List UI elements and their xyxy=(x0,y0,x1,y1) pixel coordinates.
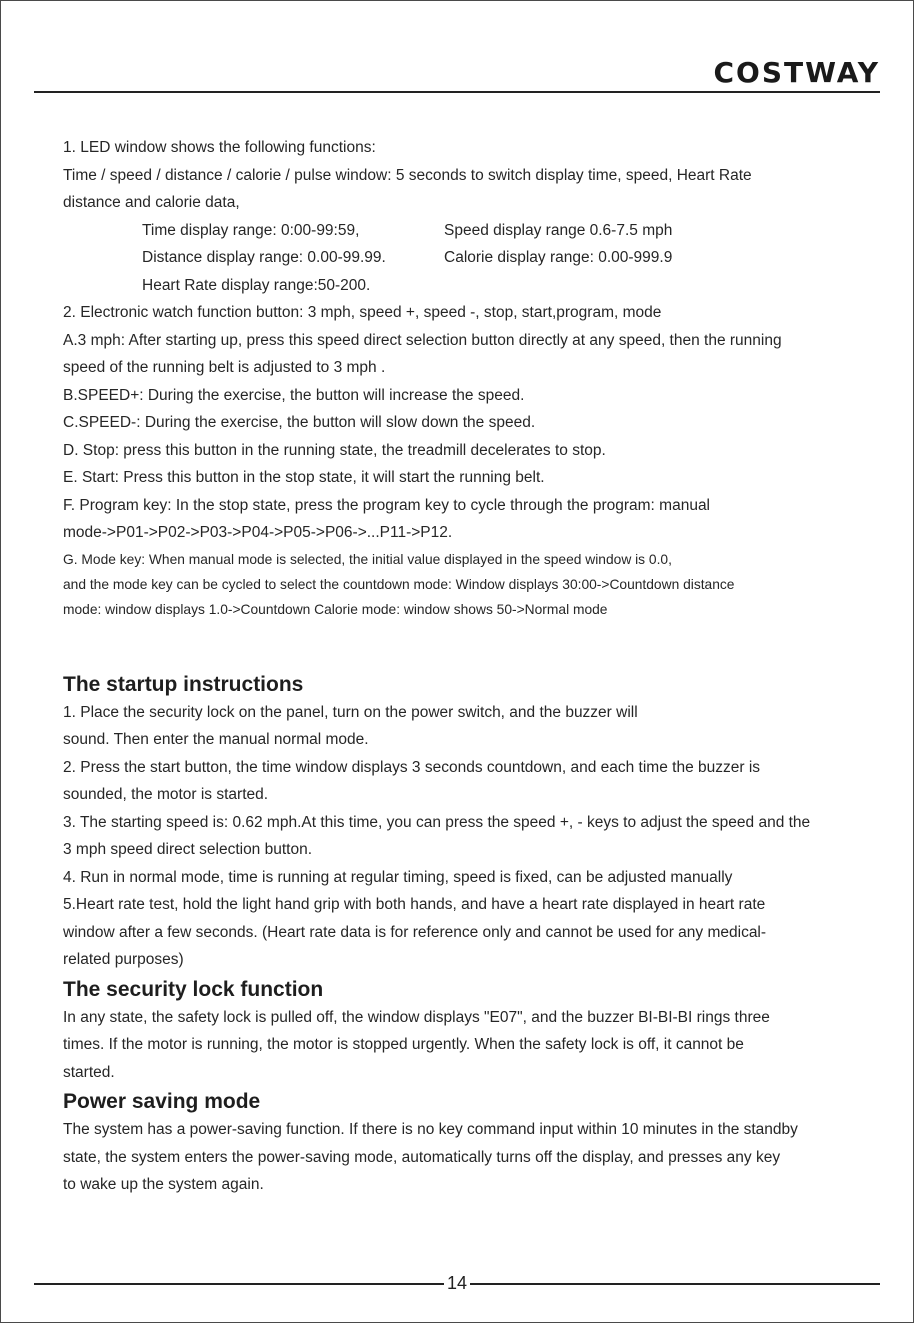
header-divider xyxy=(34,91,880,93)
paragraph-line: C.SPEED-: During the exercise, the button will slow down the speed. xyxy=(63,414,536,431)
paragraph-line: speed of the running belt is adjusted to 3 mph . xyxy=(63,359,386,376)
led-functions-section xyxy=(63,134,878,622)
page-footer xyxy=(34,1273,880,1294)
page-number: 14 xyxy=(446,1273,468,1293)
power-saving-heading: Power saving mode xyxy=(63,1090,261,1113)
paragraph-line: 4. Run in normal mode, time is running at regular timing, speed is fixed, can be adjusted manually xyxy=(63,868,733,886)
paragraph-line: started. xyxy=(63,1063,115,1081)
display-range-row xyxy=(63,217,878,245)
paragraph-line: mode->P01->P02->P03->P04->P05->P06->...P11->P12. xyxy=(63,524,453,541)
paragraph-line: In any state, the safety lock is pulled off, the window displays "E07", and the buzzer BI-BI-BI rings three xyxy=(63,1008,770,1026)
paragraph-line: 3 mph speed direct selection button. xyxy=(63,841,313,858)
paragraph-line: distance and calorie data, xyxy=(63,194,240,211)
paragraph-line: F. Program key: In the stop state, press the program key to cycle through the program: manual xyxy=(63,496,711,514)
paragraph-line: and the mode key can be cycled to select the countdown mode: Window displays 30:00->Countdown distance xyxy=(63,576,735,592)
footer-rule-left xyxy=(34,1283,444,1285)
startup-section xyxy=(63,670,878,974)
paragraph-line: state, the system enters the power-saving mode, automatically turns off the display, and presses any key xyxy=(63,1148,781,1166)
paragraph-line: sound. Then enter the manual normal mode. xyxy=(63,731,369,748)
paragraph-line: 1. LED window shows the following functions: xyxy=(63,139,376,156)
calorie-range: Calorie display range: 0.00-999.9 xyxy=(444,249,673,266)
paragraph-line: The system has a power-saving function. If there is no key command input within 10 minutes in the standby xyxy=(63,1121,798,1138)
time-range: Time display range: 0:00-99:59, xyxy=(142,221,360,239)
startup-heading: The startup instructions xyxy=(63,672,304,696)
paragraph-line: G. Mode key: When manual mode is selected, the initial value displayed in the speed window is 0.0, xyxy=(63,551,672,567)
paragraph-line: times. If the motor is running, the motor is stopped urgently. When the safety lock is off, it cannot be xyxy=(63,1036,744,1053)
display-range-row xyxy=(63,244,878,272)
security-heading: The security lock function xyxy=(63,977,324,1001)
paragraph-line: 3. The starting speed is: 0.62 mph.At this time, you can press the speed +, - keys to adjust the speed and the xyxy=(63,813,811,831)
paragraph-line: B.SPEED+: During the exercise, the button will increase the speed. xyxy=(63,386,525,404)
paragraph-line: 1. Place the security lock on the panel, turn on the power switch, and the buzzer will xyxy=(63,703,638,721)
brand-logo: COSTWAY xyxy=(713,56,880,89)
paragraph-line: D. Stop: press this button in the running state, the treadmill decelerates to stop. xyxy=(63,441,606,459)
speed-range: Speed display range 0.6-7.5 mph xyxy=(444,221,673,239)
section-spacer xyxy=(63,622,878,669)
heart-rate-range: Heart Rate display range:50-200. xyxy=(142,276,371,294)
paragraph-line: to wake up the system again. xyxy=(63,1176,264,1193)
power-saving-section xyxy=(63,1087,878,1199)
paragraph-line: E. Start: Press this button in the stop state, it will start the running belt. xyxy=(63,469,545,486)
paragraph-line: 5.Heart rate test, hold the light hand grip with both hands, and have a heart rate displayed in heart rate xyxy=(63,896,766,913)
paragraph-line: Time / speed / distance / calorie / pulse window: 5 seconds to switch display time, speed, Heart Rate xyxy=(63,166,752,184)
distance-range: Distance display range: 0.00-99.99. xyxy=(142,249,386,266)
paragraph-line: mode: window displays 1.0->Countdown Calorie mode: window shows 50->Normal mode xyxy=(63,601,608,617)
footer-rule-right xyxy=(470,1283,880,1285)
paragraph-line: sounded, the motor is started. xyxy=(63,786,269,803)
paragraph-line: A.3 mph: After starting up, press this speed direct selection button directly at any speed, then the running xyxy=(63,331,782,349)
manual-content xyxy=(63,134,878,1199)
paragraph-line: related purposes) xyxy=(63,951,184,968)
paragraph-line: window after a few seconds. (Heart rate data is for reference only and cannot be used for any medical- xyxy=(63,923,767,941)
paragraph-line: 2. Press the start button, the time window displays 3 seconds countdown, and each time the buzzer is xyxy=(63,758,761,776)
security-section xyxy=(63,975,878,1087)
paragraph-line: 2. Electronic watch function button: 3 mph, speed +, speed -, stop, start,program, mode xyxy=(63,304,662,321)
